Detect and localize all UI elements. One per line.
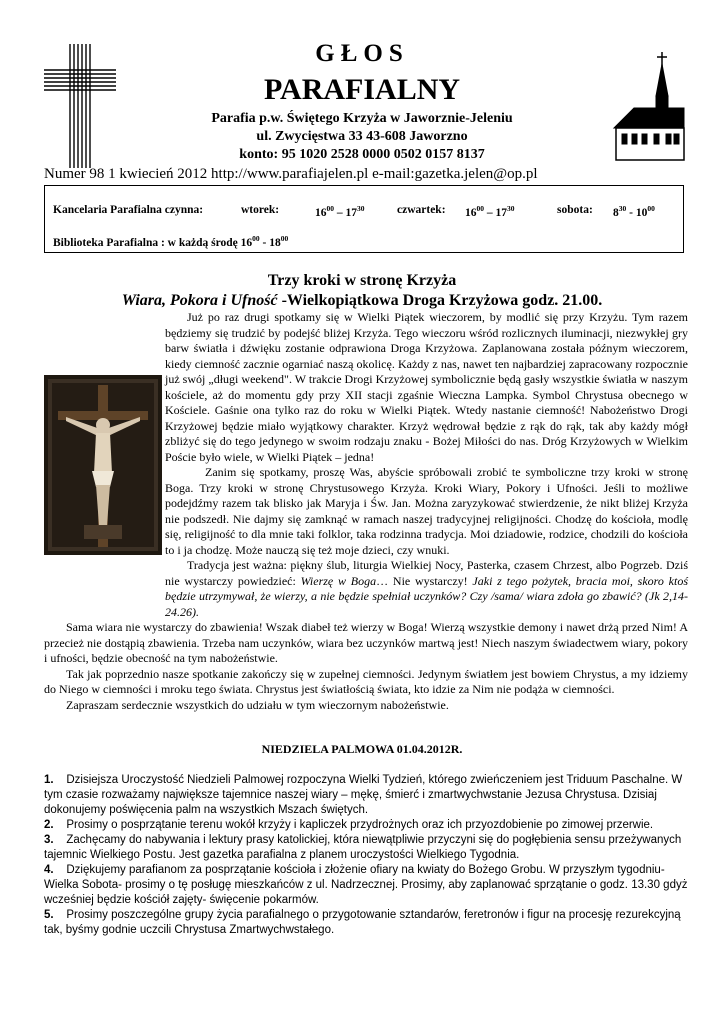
article-paragraph: Sama wiara nie wystarczy do zbawienia! Wszak diabeł też wierzy w Boga! Wierzą wszystkie demony i nawet drżą przed Nim! A przecież nie dostąpią zbawienia. Trzeba nam uczynków, wiara bez uczynków martwą jest! Niech naszym świadectwem wiary, pokory i ufności, będzie obecność na tym nabożeństwie. (44, 620, 688, 665)
palm-sunday-heading: NIEDZIELA PALMOWA 01.04.2012R. (261, 742, 463, 756)
library-hours: Biblioteka Parafialna : w każdą środę $16^{00} - 18^{00}$ (53, 234, 289, 249)
announcement-item: 2. Prosimy o posprzątanie terenu wokół krzyży i kapliczek przydrożnych oraz ich przyozdobienie po zimowej przerwie. (44, 819, 654, 831)
thursday-label: czwartek: (397, 204, 446, 216)
article-title: Trzy kroki w stronę Krzyża (267, 272, 457, 289)
image-float-spacer (44, 357, 165, 606)
announcement-item: 5. Prosimy poszczególne grupy życia parafialnego o przygotowanie sztandarów, feretronów i figur na procesję rezurekcyjną tak, byśmy godnie uczcili Chrystusa Zmartwychwstałego. (44, 909, 681, 936)
announcement-item: 4. Dziękujemy parafianom za posprzątanie kościoła i złożenie ofiary na kwiaty do Bożego Grobu. W przyszłym tygodniu- Wielka Sobota- prosimy o tę posługę mieszkańców z ul. Nadrzecznej. Prosimy, aby zaplanować sprzątanie o godz. 13.30 gdyż wcześniej będzie kościół zajęty- święcenie pokarmów. (44, 864, 688, 906)
article-paragraph: Zanim się spotkamy, proszę Was, abyście spróbowali zrobić te symboliczne trzy kroki w stronę Boga. Trzy kroki w stronę Chrystusowego Krzyża. Kroki Wiary, Pokory i Ufności. Jeśli to możliwe podejdźmy razem tak blisko jak Maryja i Św. Jan. Można zaryzykować stwierdzenie, że nikt bliżej Krzyża nie podszedł. Nie dajmy się zamknąć w ramach naszej tradycyjnej religijności. Chodzę do kościoła, modlę się, religijność to dla mnie taki folklor, taka rodzinna tradycja. Moi dziadowie, rodzice, chodzili do kościoła to i ja chodzę. Może nauczą się też moje dzieci, czy wnuki. (165, 465, 688, 557)
office-label: Kancelaria Parafialna czynna: (53, 204, 204, 216)
article-paragraph: Zapraszam serdecznie wszystkich do udziału w tym wieczornym nabożeństwie. (66, 697, 449, 712)
saturday-hours: $8^{30} - 10^{00}$ (613, 204, 655, 219)
article-paragraph: Tak jak poprzednio nasze spotkanie zakończy się w zupełnej ciemności. Jedynym światłem jest bowiem Chrystus, a my idziemy do Niego w ciemności i mroku tego świata. Chrystus jest światłością świata, kto idzie za Nim nie podąża w ciemności. (44, 666, 688, 696)
masthead-title-line2: PARAFIALNY (263, 73, 461, 106)
saturday-label: sobota: (557, 204, 593, 216)
bank-account: konto: 95 1020 2528 0000 0502 0157 8137 (239, 147, 485, 162)
tuesday-hours: $16^{00} - 17^{30}$ (315, 204, 365, 219)
masthead-title-line1: GŁOS (315, 40, 409, 67)
announcement-item: 1. Dzisiejsza Uroczystość Niedzieli Palmowej rozpoczyna Wielki Tydzień, którego zwieńczeniem jest Triduum Paschalne. W tym czasie rozważamy największe tajemnice naszej wiary – mękę, śmierć i zmartwychwstanie Jezusa Chrystusa. Dzisiaj dokonujemy poświęcenia palm na wszystkich Mszach świętych. (44, 774, 683, 816)
announcements-list (44, 773, 688, 938)
article-paragraph: Tradycja jest ważna: piękny ślub, liturgia Wielkiej Nocy, Pasterka, czasem Chrzest, albo Pogrzeb. Dziś nie wystarczy powiedzieć: Wierzę w Boga… Nie wystarczy! Jaki z tego pożytek, bracia moi, skoro ktoś będzie utrzymywał, że wierzy, a nie będzie spełniał uczynków? Czy /sama/ wiara zdoła go zbawić? (Jk 2,14-24.26). (165, 558, 688, 619)
article-body (44, 310, 688, 713)
opening-hours-box (44, 185, 684, 253)
issue-line: Numer 98 1 kwiecień 2012 http://www.parafiajelen.pl e-mail:gazetka.jelen@op.pl (44, 166, 538, 182)
article-paragraph: Już po raz drugi spotkamy się w Wielki Piątek wieczorem, by modlić się przy Krzyżu. Tym razem będziemy się trudzić by podejść bliżej Krzyża. Tego wieczoru wśród rozlicznych iluminacji, niezwykłej gry barw światła i dźwięku zostanie odprawiona Droga Krzyżowa. Zaplanowana została późnym wieczorem, kiedy ciemność zacznie ogarniać naszą okolicę. Każdy z nas, nawet ten najbardziej zapracowany rozpocznie już swój „długi weekend". W trakcie Drogi Krzyżowej symbolicznie będą gasły wszystkie światła w naszym kościele, aż do momentu gdy przy XII stacji zgaśnie Wieczna Lampka. Symbol Chrystusa obecnego w Kościele. Gaśnie ona tylko raz do roku w Wielki Piątek. Wtedy nastanie ciemność! Nabożeństwo Drogi Krzyżowej będzie miało wyjątkowy charakter. Krzyż wędrował będzie z rąk do rąk, tak aby każdy mógł zbliżyć się do tego jedynego w swoim rodzaju znaku - Bożej Miłości do nas. Dróg Krzyżowych w Wielkim Poście było wiele, w Wielki Piątek – jedna! (165, 310, 688, 464)
church-icon (612, 52, 690, 162)
thursday-hours: $16^{00} - 17^{30}$ (465, 204, 515, 219)
parish-name: Parafia p.w. Świętego Krzyża w Jaworznie-Jeleniu (211, 111, 513, 126)
article-subtitle: Wiara, Pokora i Ufność -Wielkopiątkowa Droga Krzyżowa godz. 21.00. (121, 292, 603, 309)
announcement-item: 3. Zachęcamy do nabywania i lektury prasy katolickiej, która niewątpliwie przyczyni się do pogłębienia sensu przeżywanych tajemnic Wielkiego Postu. Jest gazetka parafialna z planem uroczystości Wielkiego Tygodnia. (44, 834, 682, 861)
tuesday-label: wtorek: (241, 204, 280, 216)
parish-address: ul. Zwycięstwa 33 43-608 Jaworzno (256, 129, 468, 144)
